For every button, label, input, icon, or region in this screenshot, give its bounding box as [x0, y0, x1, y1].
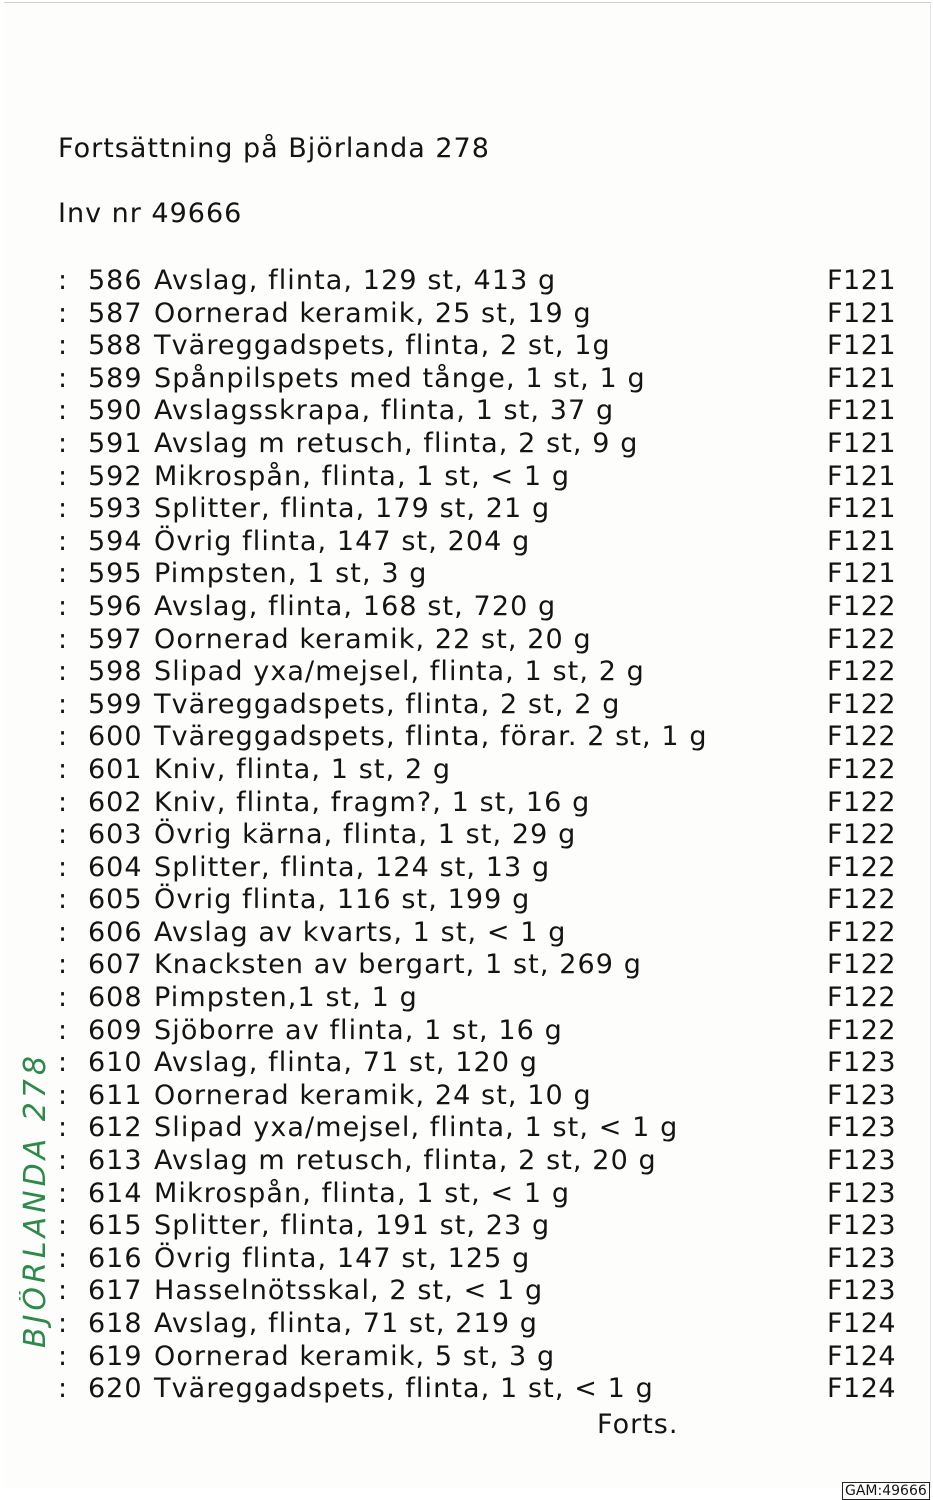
- item-description: Pimpsten, 1 st, 3 g: [154, 558, 428, 590]
- find-code: F122: [827, 721, 897, 753]
- item-number: 612: [88, 1112, 143, 1144]
- find-code: F122: [827, 786, 897, 818]
- item-description: Knacksten av bergart, 1 st, 269 g: [154, 949, 642, 981]
- item-number: 617: [88, 1275, 143, 1307]
- row-colon: :: [58, 362, 68, 394]
- find-code: F121: [827, 297, 897, 329]
- item-number: 594: [88, 525, 143, 557]
- list-item: [4, 1080, 933, 1113]
- find-code: F121: [827, 395, 897, 427]
- find-code: F123: [827, 1145, 897, 1177]
- find-code: F121: [827, 362, 897, 394]
- item-number: 590: [88, 395, 143, 427]
- item-number: 619: [88, 1340, 143, 1372]
- row-colon: :: [58, 558, 68, 590]
- continued-label: Forts.: [597, 1409, 679, 1440]
- list-item: [4, 591, 933, 624]
- item-description: Övrig flinta, 147 st, 125 g: [154, 1242, 531, 1274]
- row-colon: :: [58, 427, 68, 459]
- find-code: F124: [827, 1308, 897, 1339]
- item-description: Avslag, flinta, 168 st, 720 g: [154, 590, 557, 622]
- item-description: Splitter, flinta, 124 st, 13 g: [154, 851, 551, 883]
- list-item: [4, 1243, 933, 1276]
- row-colon: :: [58, 1242, 68, 1274]
- row-colon: :: [58, 623, 68, 655]
- item-number: 587: [88, 297, 143, 329]
- find-code: F121: [827, 265, 897, 296]
- list-item: [4, 395, 933, 428]
- row-colon: :: [58, 819, 68, 851]
- item-description: Oornerad keramik, 24 st, 10 g: [154, 1079, 592, 1111]
- row-colon: :: [58, 1177, 68, 1209]
- find-code: F123: [827, 1079, 897, 1111]
- item-description: Mikrospån, flinta, 1 st, < 1 g: [154, 460, 571, 492]
- find-code: F121: [827, 558, 897, 590]
- find-code: F121: [827, 525, 897, 557]
- find-code: F122: [827, 819, 897, 851]
- item-description: Övrig kärna, flinta, 1 st, 29 g: [154, 819, 577, 851]
- find-code: F122: [827, 949, 897, 981]
- item-number: 601: [88, 753, 143, 785]
- item-number: 603: [88, 819, 143, 851]
- item-number: 604: [88, 851, 143, 883]
- item-description: Kniv, flinta, fragm?, 1 st, 16 g: [154, 786, 591, 818]
- list-item: [4, 298, 933, 331]
- find-code: F123: [827, 1210, 897, 1242]
- item-description: Oornerad keramik, 25 st, 19 g: [154, 297, 592, 329]
- item-number: 614: [88, 1177, 143, 1209]
- list-item: [4, 265, 933, 298]
- find-code: F122: [827, 688, 897, 720]
- list-item: [4, 1275, 933, 1308]
- row-colon: :: [58, 656, 68, 688]
- item-number: 609: [88, 1014, 143, 1046]
- card-heading: Fortsättning på Björlanda 278: [58, 133, 490, 164]
- item-number: 599: [88, 688, 143, 720]
- row-colon: :: [58, 1145, 68, 1177]
- item-number: 598: [88, 656, 143, 688]
- list-item: [4, 721, 933, 754]
- find-code: F122: [827, 656, 897, 688]
- item-number: 595: [88, 558, 143, 590]
- row-colon: :: [58, 1014, 68, 1046]
- find-code: F122: [827, 851, 897, 883]
- row-colon: :: [58, 1210, 68, 1242]
- list-item: [4, 558, 933, 591]
- list-item: [4, 363, 933, 396]
- row-colon: :: [58, 949, 68, 981]
- find-code: F123: [827, 1112, 897, 1144]
- find-code: F124: [827, 1340, 897, 1372]
- find-code: F123: [827, 1275, 897, 1307]
- row-colon: :: [58, 721, 68, 753]
- item-list: [4, 265, 933, 1406]
- item-description: Tväreggadspets, flinta, 2 st, 2 g: [154, 688, 621, 720]
- list-item: [4, 428, 933, 461]
- find-code: F123: [827, 1047, 897, 1079]
- item-description: Oornerad keramik, 5 st, 3 g: [154, 1340, 556, 1372]
- list-item: [4, 1373, 933, 1406]
- item-description: Tväreggadspets, flinta, 1 st, < 1 g: [154, 1373, 654, 1405]
- find-code: F123: [827, 1242, 897, 1274]
- find-code: F122: [827, 753, 897, 785]
- row-colon: :: [58, 786, 68, 818]
- item-number: 620: [88, 1373, 143, 1405]
- list-item: [4, 917, 933, 950]
- item-number: 589: [88, 362, 143, 394]
- item-number: 602: [88, 786, 143, 818]
- item-number: 611: [88, 1079, 143, 1111]
- row-colon: :: [58, 1079, 68, 1111]
- find-code: F122: [827, 916, 897, 948]
- item-number: 608: [88, 982, 143, 1014]
- item-number: 616: [88, 1242, 143, 1274]
- find-code: F123: [827, 1177, 897, 1209]
- row-colon: :: [58, 297, 68, 329]
- item-number: 591: [88, 427, 143, 459]
- list-item: [4, 1145, 933, 1178]
- item-number: 593: [88, 493, 143, 525]
- item-description: Splitter, flinta, 191 st, 23 g: [154, 1210, 551, 1242]
- list-item: [4, 689, 933, 722]
- list-item: [4, 656, 933, 689]
- list-item: [4, 1178, 933, 1211]
- list-item: [4, 1015, 933, 1048]
- list-item: [4, 526, 933, 559]
- list-item: [4, 1047, 933, 1080]
- item-number: 606: [88, 916, 143, 948]
- item-description: Splitter, flinta, 179 st, 21 g: [154, 493, 551, 525]
- svg-text:BJÖRLANDA 278: BJÖRLANDA 278: [19, 1052, 53, 1348]
- handwritten-stamp: [19, 1023, 53, 1353]
- list-item: [4, 754, 933, 787]
- item-description: Pimpsten,1 st, 1 g: [154, 982, 418, 1014]
- item-description: Avslag, flinta, 71 st, 219 g: [154, 1308, 539, 1339]
- item-description: Oornerad keramik, 22 st, 20 g: [154, 623, 592, 655]
- item-description: Avslag m retusch, flinta, 2 st, 9 g: [154, 427, 639, 459]
- item-description: Övrig flinta, 147 st, 204 g: [154, 525, 531, 557]
- row-colon: :: [58, 851, 68, 883]
- list-item: [4, 949, 933, 982]
- item-description: Avslag av kvarts, 1 st, < 1 g: [154, 916, 567, 948]
- item-description: Avslag m retusch, flinta, 2 st, 20 g: [154, 1145, 657, 1177]
- archive-id-label: GAM:49666: [842, 1482, 930, 1500]
- list-item: [4, 982, 933, 1015]
- find-code: F122: [827, 623, 897, 655]
- find-code: F121: [827, 427, 897, 459]
- list-item: [4, 1210, 933, 1243]
- item-description: Kniv, flinta, 1 st, 2 g: [154, 753, 452, 785]
- item-number: 607: [88, 949, 143, 981]
- row-colon: :: [58, 590, 68, 622]
- row-colon: :: [58, 1308, 68, 1339]
- find-code: F121: [827, 460, 897, 492]
- list-item: [4, 884, 933, 917]
- list-item: [4, 624, 933, 657]
- find-code: F124: [827, 1373, 897, 1405]
- row-colon: :: [58, 688, 68, 720]
- handwritten-site-label: [19, 1023, 53, 1353]
- item-description: Mikrospån, flinta, 1 st, < 1 g: [154, 1177, 571, 1209]
- item-description: Avslagsskrapa, flinta, 1 st, 37 g: [154, 395, 615, 427]
- item-description: Spånpilspets med tånge, 1 st, 1 g: [154, 362, 646, 394]
- item-number: 588: [88, 330, 143, 362]
- list-item: [4, 852, 933, 885]
- find-code: F122: [827, 884, 897, 916]
- row-colon: :: [58, 916, 68, 948]
- find-code: F122: [827, 1014, 897, 1046]
- item-description: Tväreggadspets, flinta, förar. 2 st, 1 g: [154, 721, 708, 753]
- row-colon: :: [58, 982, 68, 1014]
- list-item: [4, 461, 933, 494]
- item-description: Avslag, flinta, 71 st, 120 g: [154, 1047, 539, 1079]
- row-colon: :: [58, 1340, 68, 1372]
- row-colon: :: [58, 493, 68, 525]
- row-colon: :: [58, 330, 68, 362]
- row-colon: :: [58, 460, 68, 492]
- row-colon: :: [58, 1373, 68, 1405]
- item-number: 613: [88, 1145, 143, 1177]
- item-description: Slipad yxa/mejsel, flinta, 1 st, < 1 g: [154, 1112, 679, 1144]
- item-number: 605: [88, 884, 143, 916]
- item-description: Sjöborre av flinta, 1 st, 16 g: [154, 1014, 563, 1046]
- row-colon: :: [58, 265, 68, 296]
- item-number: 618: [88, 1308, 143, 1339]
- list-item: [4, 330, 933, 363]
- row-colon: :: [58, 1112, 68, 1144]
- list-item: [4, 1112, 933, 1145]
- row-colon: :: [58, 395, 68, 427]
- item-description: Avslag, flinta, 129 st, 413 g: [154, 265, 557, 296]
- item-number: 600: [88, 721, 143, 753]
- list-item: [4, 819, 933, 852]
- item-number: 597: [88, 623, 143, 655]
- inventory-number: Inv nr 49666: [58, 198, 243, 229]
- list-item: [4, 493, 933, 526]
- row-colon: :: [58, 753, 68, 785]
- item-description: Slipad yxa/mejsel, flinta, 1 st, 2 g: [154, 656, 645, 688]
- find-code: F122: [827, 590, 897, 622]
- catalog-card: [4, 2, 931, 1488]
- item-description: Hasselnötsskal, 2 st, < 1 g: [154, 1275, 544, 1307]
- item-number: 610: [88, 1047, 143, 1079]
- item-number: 586: [88, 265, 143, 296]
- find-code: F122: [827, 982, 897, 1014]
- row-colon: :: [58, 525, 68, 557]
- item-number: 615: [88, 1210, 143, 1242]
- list-item: [4, 1308, 933, 1341]
- row-colon: :: [58, 1275, 68, 1307]
- list-item: [4, 787, 933, 820]
- row-colon: :: [58, 1047, 68, 1079]
- item-description: Tväreggadspets, flinta, 2 st, 1g: [154, 330, 611, 362]
- list-item: [4, 1341, 933, 1374]
- find-code: F121: [827, 330, 897, 362]
- item-description: Övrig flinta, 116 st, 199 g: [154, 884, 531, 916]
- item-number: 592: [88, 460, 143, 492]
- item-number: 596: [88, 590, 143, 622]
- find-code: F121: [827, 493, 897, 525]
- row-colon: :: [58, 884, 68, 916]
